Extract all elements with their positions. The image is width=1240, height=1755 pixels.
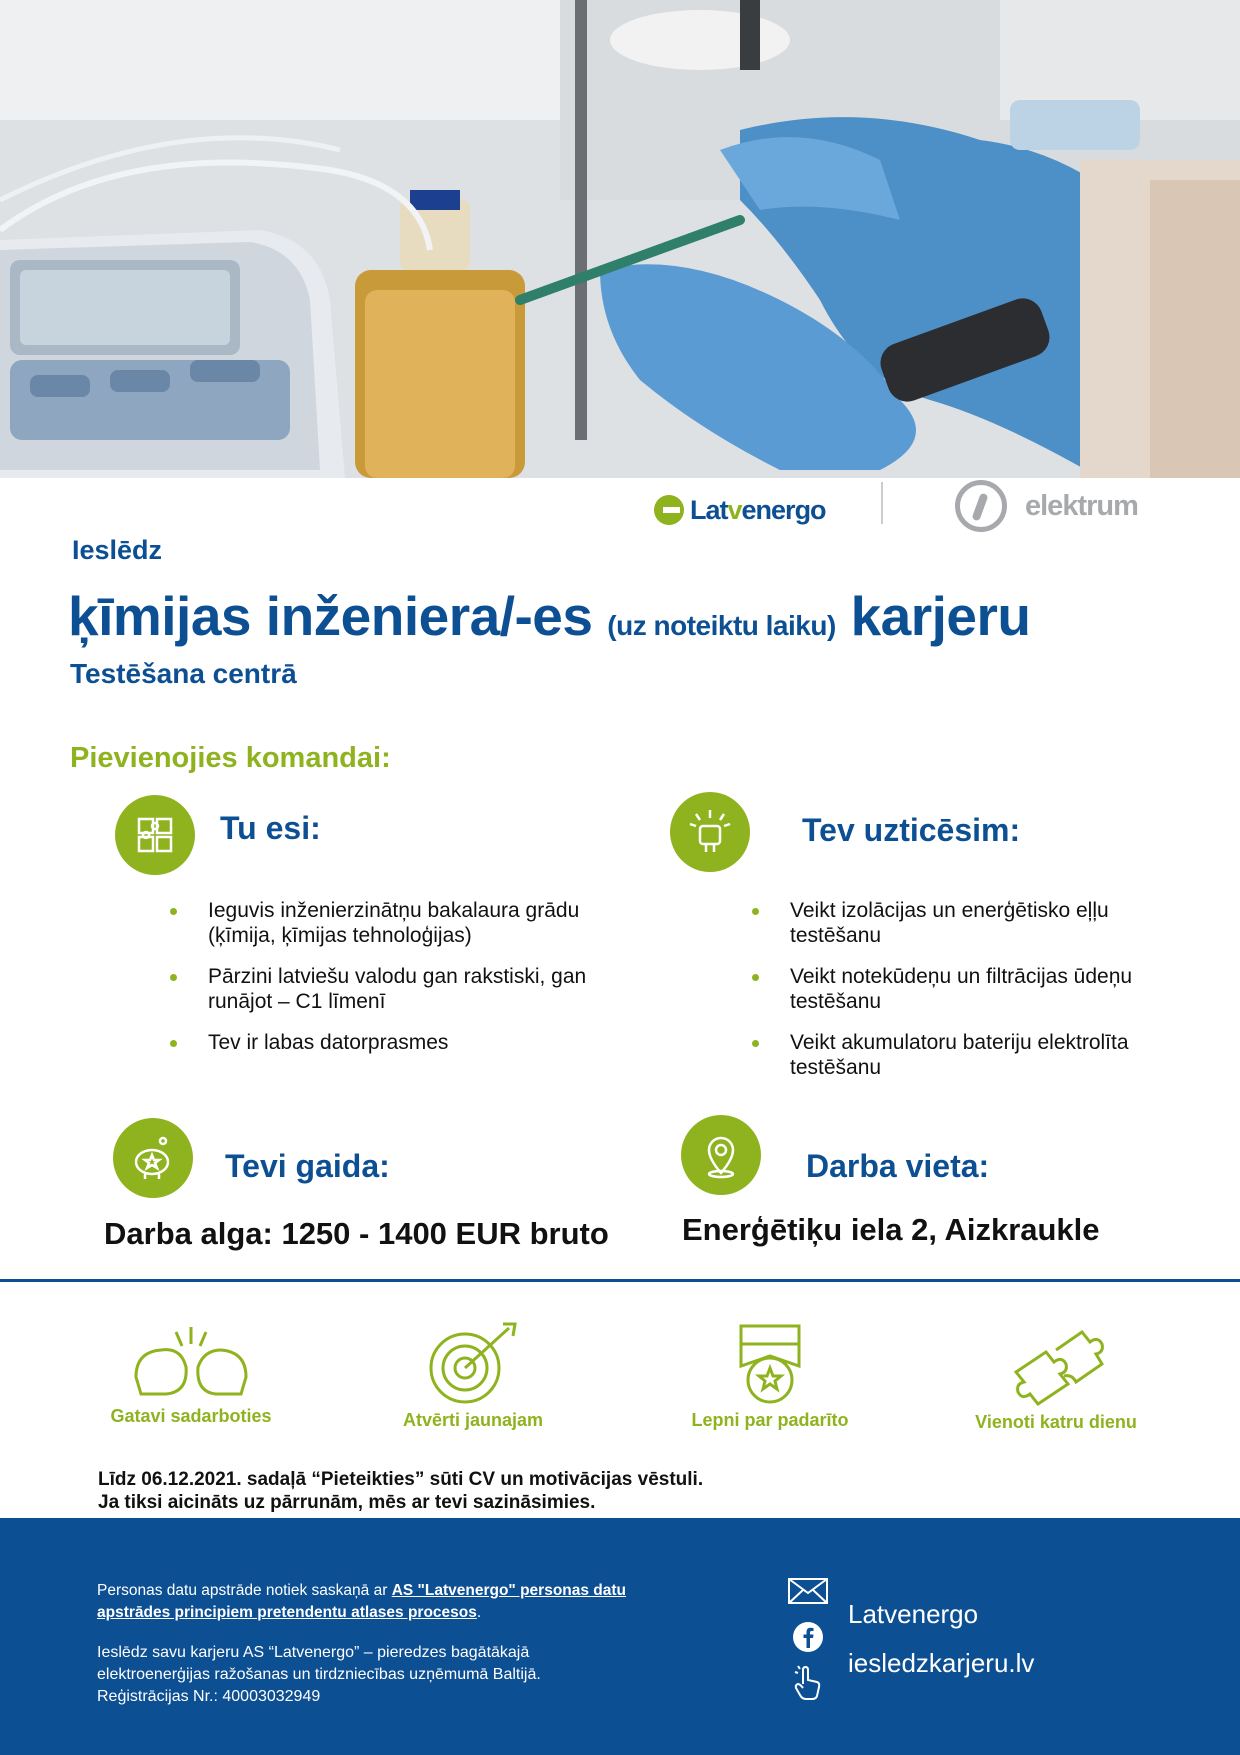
value-label: Atvērti jaunajam (402, 1410, 544, 1430)
list-item: Veikt izolācijas un enerģētisko eļļu testēšanu (750, 898, 1170, 948)
puzzle-icon (1006, 1322, 1106, 1408)
privacy-policy-link[interactable]: AS "Latvenergo" personas datu apstrādes principiem pretendentu atlases procesos (97, 1582, 627, 1621)
latvenergo-wordmark-highlight: v (727, 494, 742, 525)
we-trust-heading: Tev uzticēsim: (802, 812, 1021, 848)
page-subtitle: Testēšana centrā (70, 658, 297, 689)
contact-links (848, 1590, 1034, 1688)
value-item (71, 1322, 311, 1427)
elektrum-logo (955, 478, 1138, 534)
salary-value: Darba alga: 1250 - 1400 EUR bruto (104, 1216, 609, 1251)
location-pin-icon (681, 1115, 761, 1195)
awaits-heading: Tevi gaida: (225, 1148, 390, 1184)
privacy-notice (97, 1580, 637, 1624)
you-are-list (168, 898, 608, 1071)
envelope-icon[interactable] (786, 1568, 830, 1614)
page-title (68, 584, 1031, 648)
value-item (353, 1322, 593, 1431)
footer (0, 1518, 1240, 1755)
value-item (650, 1322, 890, 1431)
contact-icons (786, 1568, 830, 1706)
workplace-heading: Darba vieta: (806, 1148, 990, 1184)
latvenergo-mark-icon (654, 495, 684, 525)
hero-photo (0, 0, 1240, 478)
list-item: Veikt notekūdeņu un filtrācijas ūdeņu testēšanu (750, 964, 1170, 1014)
workplace-value: Enerģētiķu iela 2, Aizkraukle (682, 1212, 1100, 1247)
about-line-1: Ieslēdz savu karjeru AS “Latvenergo” – pieredzes bagātākajā (97, 1644, 530, 1661)
section-divider (0, 1279, 1240, 1282)
value-label: Vienoti katru dienu (975, 1412, 1137, 1432)
join-label: Pievienojies komandai: (70, 742, 391, 774)
facebook-icon[interactable] (786, 1614, 830, 1660)
privacy-prefix: Personas datu apstrāde notiek saskaņā ar (97, 1582, 392, 1599)
privacy-suffix: . (476, 1604, 482, 1621)
about-line-2: elektroenerģijas ražošanas un tirdzniecības uzņēmumā Baltijā. (97, 1666, 541, 1683)
you-are-heading: Tu esi: (220, 810, 321, 846)
apply-line-1: Līdz 06.12.2021. sadaļā “Pieteikties” sūti CV un motivācijas vēstuli. (98, 1469, 704, 1490)
value-item (936, 1322, 1176, 1433)
target-icon (423, 1322, 523, 1406)
company-about (97, 1642, 657, 1708)
list-item: Veikt akumulatoru bateriju elektrolīta testēšanu (750, 1030, 1170, 1080)
contact-name-link[interactable]: Latvenergo (848, 1599, 979, 1629)
list-item: Tev ir labas datorprasmes (168, 1030, 608, 1055)
apply-line-2: Ja tiksi aicināts uz pārrunām, mēs ar tevi sazināsimies. (98, 1492, 596, 1513)
raised-fist-icon (670, 792, 750, 872)
logo-divider (881, 482, 883, 524)
elektrum-mark-icon (955, 480, 1007, 532)
latvenergo-wordmark-prefix: Lat (690, 494, 728, 525)
elektrum-wordmark: elektrum (1025, 489, 1138, 522)
list-item: Pārzini latviešu valodu gan rakstiski, gan runājot – C1 līmenī (168, 964, 608, 1014)
value-label: Gatavi sadarboties (110, 1406, 272, 1426)
title-end: karjeru (850, 585, 1031, 647)
brand-logos (0, 478, 1240, 548)
latvenergo-wordmark-suffix: energo (741, 494, 826, 525)
registration-number: Reģistrācijas Nr.: 40003032949 (97, 1688, 321, 1705)
medal-icon (735, 1322, 805, 1406)
latvenergo-logo (654, 485, 826, 535)
website-link[interactable]: iesledzkarjeru.lv (848, 1648, 1035, 1678)
pointer-hand-icon[interactable] (786, 1660, 830, 1706)
piggy-bank-icon (113, 1118, 193, 1198)
pre-title: Ieslēdz (72, 535, 163, 565)
title-note: (uz noteiktu laiku) (607, 610, 836, 641)
value-label: Lepni par padarīto (691, 1410, 849, 1430)
apply-instructions (98, 1468, 703, 1514)
we-trust-list (750, 898, 1170, 1096)
handshake-icon (126, 1322, 256, 1402)
puzzle-person-icon (115, 795, 195, 875)
title-main: ķīmijas inženiera/-es (68, 585, 593, 647)
list-item: Ieguvis inženierzinātņu bakalaura grādu (ķīmija, ķīmijas tehnoloģijas) (168, 898, 608, 948)
